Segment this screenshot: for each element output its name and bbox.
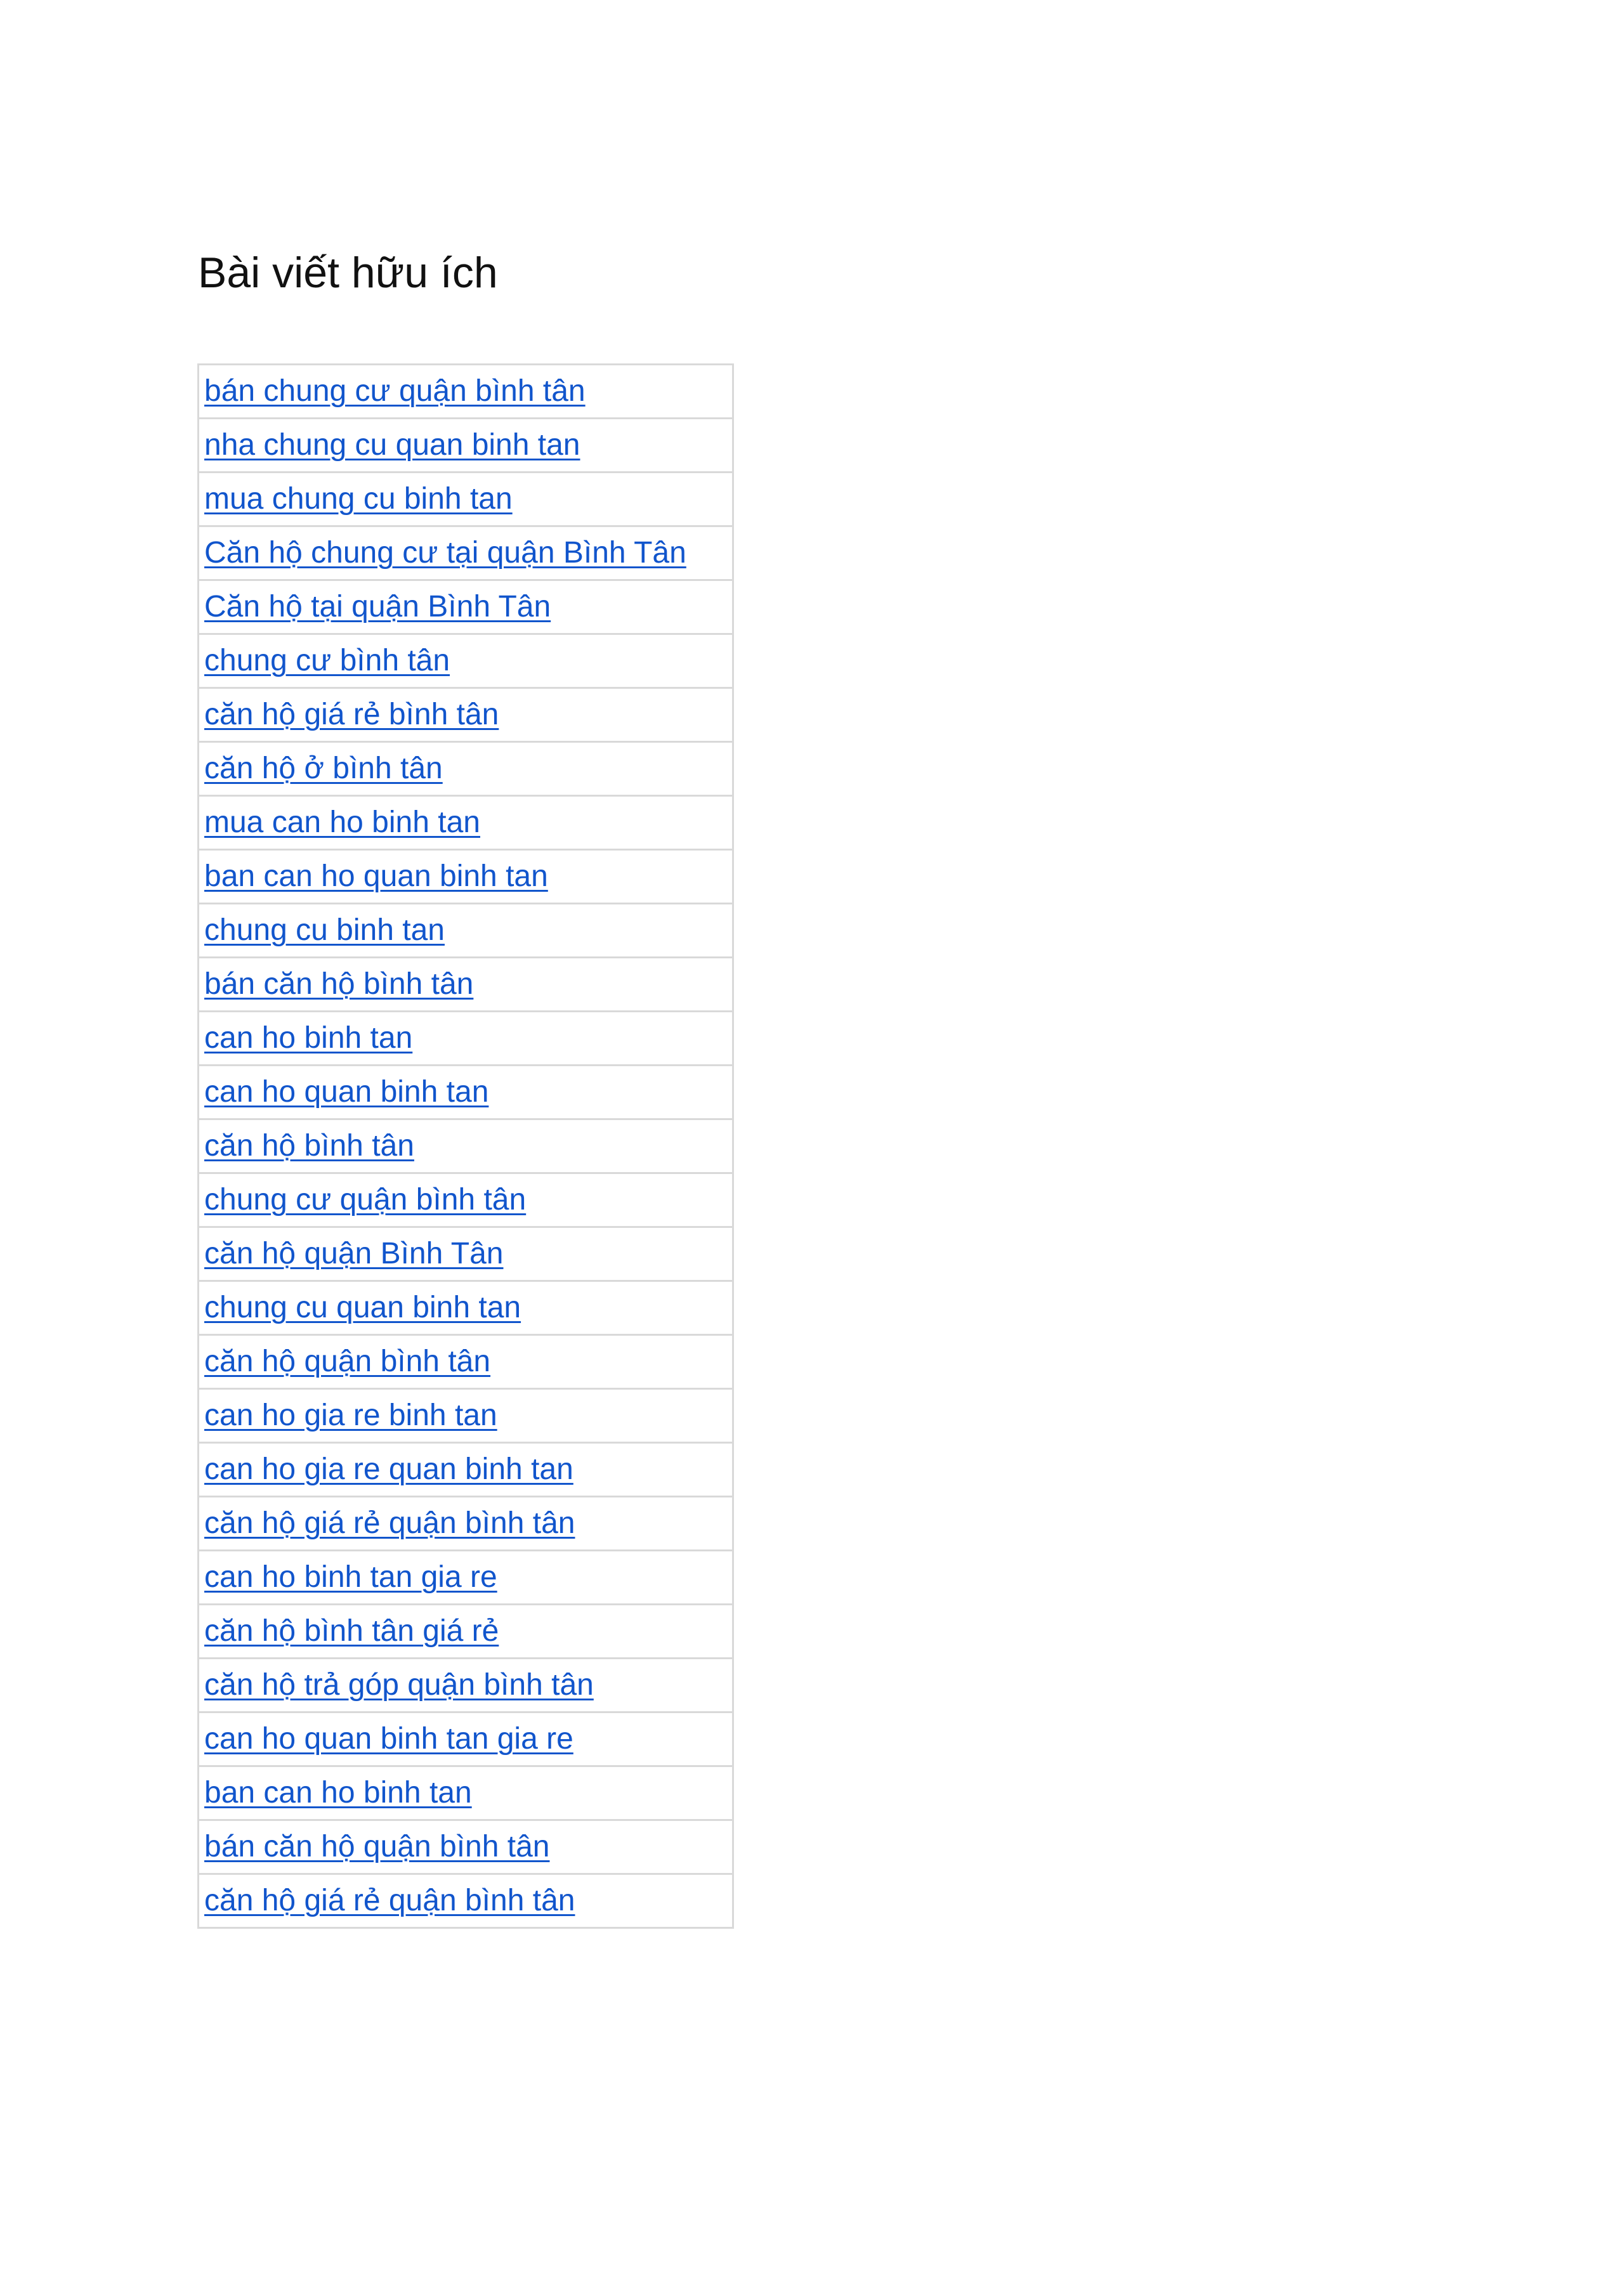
article-link[interactable]: căn hộ giá rẻ quận bình tân (204, 1506, 575, 1540)
table-row (199, 1874, 733, 1928)
table-row (199, 1820, 733, 1874)
links-table (197, 363, 734, 1929)
article-link[interactable]: căn hộ quận Bình Tân (204, 1237, 504, 1270)
table-row (199, 1389, 733, 1443)
table-row (199, 1712, 733, 1766)
table-row (199, 688, 733, 742)
table-cell (199, 1874, 733, 1928)
article-link[interactable]: bán căn hộ bình tân (204, 967, 474, 1001)
article-link[interactable]: bán chung cư quận bình tân (204, 374, 586, 408)
table-row (199, 1497, 733, 1551)
table-cell (199, 850, 733, 904)
table-row (199, 1605, 733, 1659)
article-link[interactable]: căn hộ quận bình tân (204, 1345, 491, 1378)
table-row (199, 1766, 733, 1820)
table-cell (199, 580, 733, 634)
table-cell (199, 419, 733, 473)
article-link[interactable]: can ho gia re quan binh tan (204, 1452, 573, 1486)
table-cell (199, 958, 733, 1012)
article-link[interactable]: căn hộ ở bình tân (204, 752, 443, 785)
table-cell (199, 796, 733, 850)
table-cell (199, 1119, 733, 1173)
table-cell (199, 1605, 733, 1659)
table-cell (199, 742, 733, 796)
table-cell (199, 1066, 733, 1119)
table-row (199, 419, 733, 473)
page-title: Bài viết hữu ích (198, 249, 498, 297)
table-row (199, 580, 733, 634)
table-row (199, 1012, 733, 1066)
table-cell (199, 1443, 733, 1497)
article-link[interactable]: can ho quan binh tan gia re (204, 1722, 573, 1756)
table-row (199, 1443, 733, 1497)
article-link[interactable]: căn hộ giá rẻ quận bình tân (204, 1884, 575, 1917)
table-row (199, 958, 733, 1012)
table-cell (199, 1766, 733, 1820)
article-link[interactable]: căn hộ trả góp quận bình tân (204, 1668, 594, 1702)
table-row (199, 742, 733, 796)
table-row (199, 1173, 733, 1227)
article-link[interactable]: ban can ho binh tan (204, 1776, 472, 1810)
table-row (199, 634, 733, 688)
article-link[interactable]: can ho gia re binh tan (204, 1399, 497, 1432)
table-row (199, 526, 733, 580)
table-cell (199, 365, 733, 419)
article-link[interactable]: ban can ho quan binh tan (204, 859, 548, 893)
article-link[interactable]: chung cu binh tan (204, 913, 445, 947)
article-link[interactable]: chung cu quan binh tan (204, 1291, 521, 1324)
table-cell (199, 1335, 733, 1389)
article-link[interactable]: mua can ho binh tan (204, 806, 480, 839)
table-cell (199, 1227, 733, 1281)
article-link[interactable]: căn hộ bình tân giá rẻ (204, 1614, 499, 1648)
table-cell (199, 1012, 733, 1066)
table-cell (199, 1281, 733, 1335)
table-cell (199, 1497, 733, 1551)
table-row (199, 1227, 733, 1281)
table-row (199, 1659, 733, 1712)
article-link[interactable]: can ho binh tan (204, 1021, 413, 1055)
table-cell (199, 634, 733, 688)
table-row (199, 1335, 733, 1389)
table-cell (199, 1389, 733, 1443)
table-cell (199, 688, 733, 742)
article-link[interactable]: chung cư bình tân (204, 644, 450, 677)
table-cell (199, 1551, 733, 1605)
table-row (199, 904, 733, 958)
article-link[interactable]: Căn hộ chung cư tại quận Bình Tân (204, 536, 686, 570)
table-row (199, 1281, 733, 1335)
article-link[interactable]: căn hộ bình tân (204, 1129, 414, 1163)
table-cell (199, 904, 733, 958)
table-row (199, 365, 733, 419)
table-cell (199, 1712, 733, 1766)
article-link[interactable]: căn hộ giá rẻ bình tân (204, 698, 499, 731)
table-row (199, 796, 733, 850)
table-row (199, 850, 733, 904)
table-row (199, 1119, 733, 1173)
article-link[interactable]: Căn hộ tại quận Bình Tân (204, 590, 551, 623)
table-cell (199, 473, 733, 526)
table-row (199, 1066, 733, 1119)
article-link[interactable]: bán căn hộ quận bình tân (204, 1830, 550, 1863)
table-row (199, 473, 733, 526)
table-row (199, 1551, 733, 1605)
article-link[interactable]: mua chung cu binh tan (204, 482, 513, 516)
article-link[interactable]: nha chung cu quan binh tan (204, 428, 580, 462)
article-link[interactable]: can ho binh tan gia re (204, 1560, 497, 1594)
article-link[interactable]: can ho quan binh tan (204, 1075, 489, 1109)
table-cell (199, 1173, 733, 1227)
article-link[interactable]: chung cư quận bình tân (204, 1183, 527, 1216)
table-cell (199, 1820, 733, 1874)
table-cell (199, 1659, 733, 1712)
table-cell (199, 526, 733, 580)
